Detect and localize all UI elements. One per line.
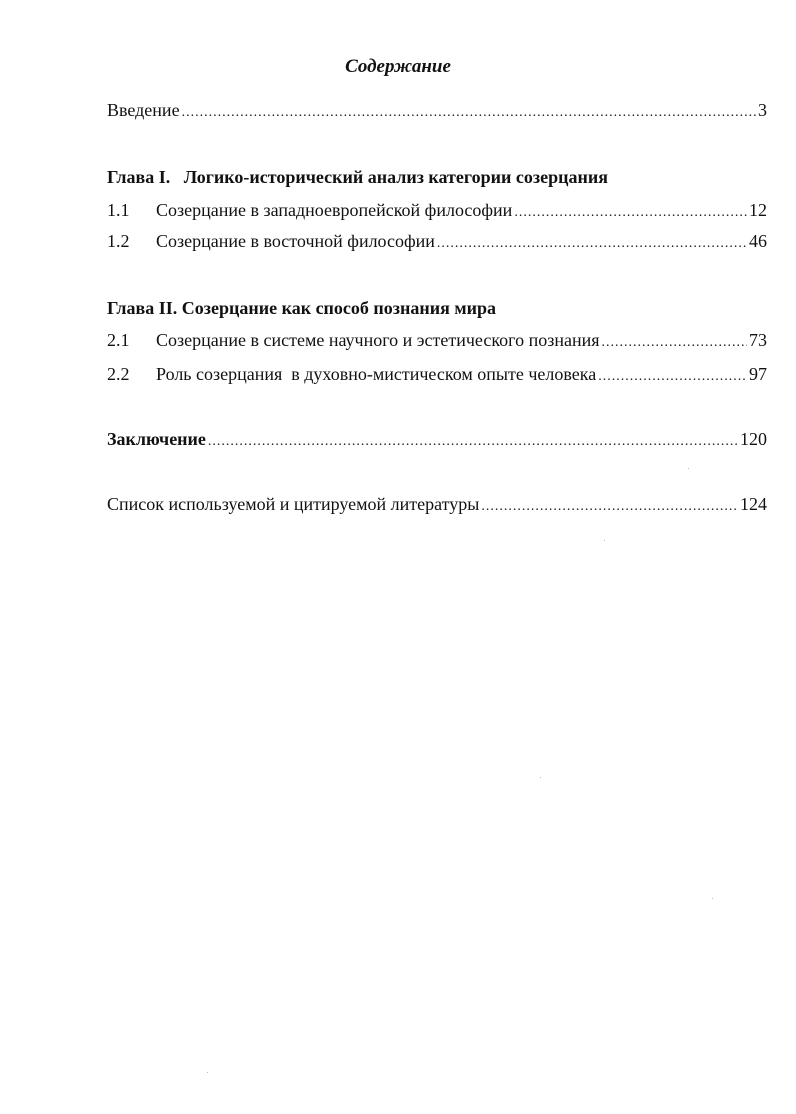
toc-entry-text: Созерцание в восточной философии xyxy=(156,231,435,251)
section-number: 1.2 xyxy=(107,231,130,251)
page-title: Содержание xyxy=(345,56,451,77)
section-number: 2.2 xyxy=(107,364,130,384)
toc-entry-2-2[interactable] xyxy=(107,364,767,388)
section-number: 1.1 xyxy=(107,200,130,220)
toc-entry-text: Введение xyxy=(107,100,180,120)
toc-entry-1-1[interactable] xyxy=(107,200,767,224)
scan-speck xyxy=(207,1072,208,1073)
chapter-2-heading[interactable] xyxy=(107,298,496,319)
toc-page-number: 120 xyxy=(740,429,767,449)
toc-entry-text: Заключение xyxy=(107,429,206,449)
scan-speck xyxy=(604,540,605,541)
toc-entry-1-2[interactable] xyxy=(107,231,767,255)
toc-entry-text: Список используемой и цитируемой литературы xyxy=(107,494,480,514)
dot-leader xyxy=(598,369,747,385)
scan-speck xyxy=(688,468,689,469)
chapter-label: Глава II. xyxy=(107,298,178,318)
toc-entry-bibliography[interactable] xyxy=(107,494,767,518)
dot-leader xyxy=(514,205,747,221)
toc-page-number: 12 xyxy=(749,200,767,220)
toc-page-number: 97 xyxy=(749,364,767,384)
chapter-1-heading[interactable] xyxy=(107,167,608,188)
toc-entry-text: Созерцание в системе научного и эстетического познания xyxy=(156,330,600,350)
scan-speck xyxy=(712,898,713,899)
toc-entry-intro[interactable] xyxy=(107,100,767,124)
dot-leader xyxy=(437,236,747,252)
chapter-title: Логико-исторический анализ категории созерцания xyxy=(183,167,608,187)
scan-speck xyxy=(540,777,541,778)
dot-leader xyxy=(208,434,738,450)
toc-page-number: 124 xyxy=(740,494,767,514)
chapter-title: Созерцание как способ познания мира xyxy=(181,298,497,318)
toc-page-number: 3 xyxy=(758,100,767,120)
toc-entry-conclusion[interactable] xyxy=(107,429,767,453)
toc-entry-text: Созерцание в западноевропейской философии xyxy=(156,200,513,220)
toc-page-number: 46 xyxy=(749,231,767,251)
section-number: 2.1 xyxy=(107,330,130,350)
toc-entry-text: Роль созерцания в духовно-мистическом опыте человека xyxy=(156,364,597,384)
toc-entry-2-1[interactable] xyxy=(107,330,767,354)
chapter-label: Глава I. xyxy=(107,167,171,187)
toc-page-number: 73 xyxy=(749,330,767,350)
dot-leader xyxy=(481,499,738,515)
dot-leader xyxy=(182,105,756,121)
dot-leader xyxy=(602,335,747,351)
